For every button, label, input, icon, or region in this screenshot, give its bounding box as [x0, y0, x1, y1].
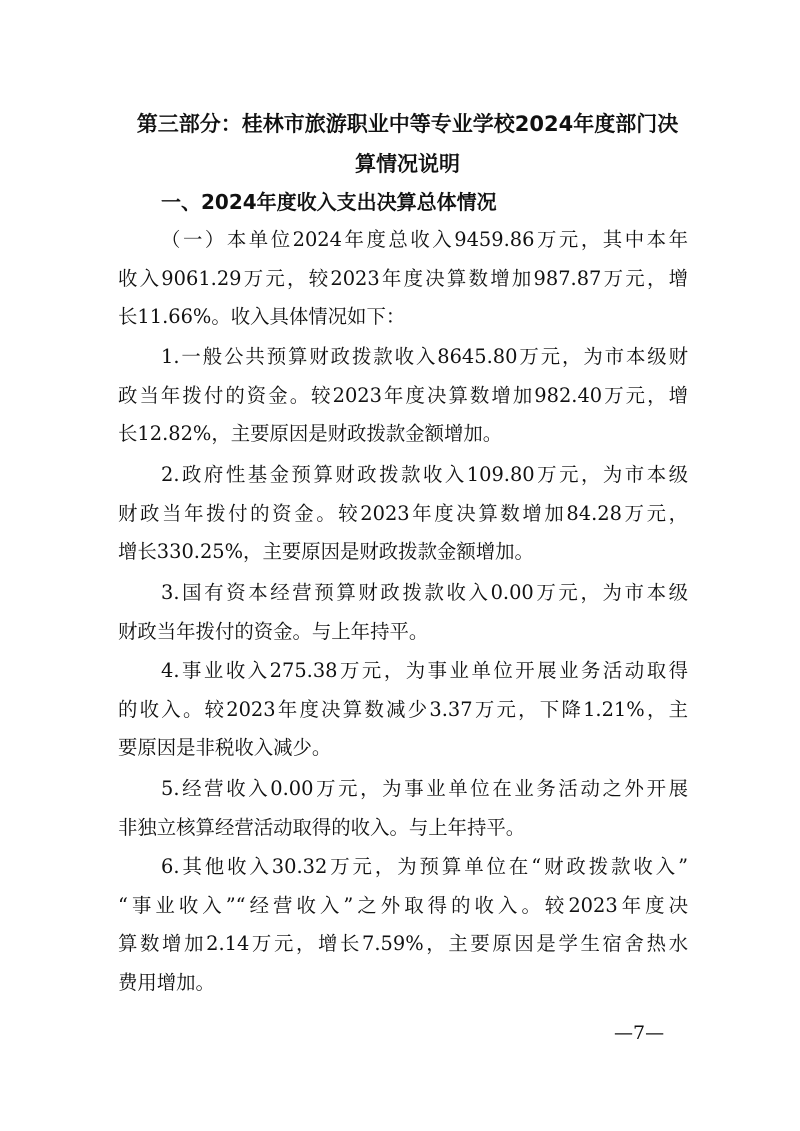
paragraph-line: （一）本单位2024年度总收入9459.86万元，其中本年 [161, 228, 688, 251]
paragraph-line: 3.国有资本经营预算财政拨款收入0.00万元，为市本级 [161, 581, 688, 604]
section-heading: 一、2024年度收入支出决算总体情况 [161, 190, 497, 214]
paragraph-line: 6.其他收入30.32万元，为预算单位在“财政拨款收入” [161, 855, 688, 878]
paragraph-line: “事业收入”“经营收入”之外取得的收入。较2023年度决 [118, 893, 688, 917]
paragraph-line: 费用增加。 [118, 970, 215, 994]
paragraph-total-income [118, 221, 688, 337]
paragraph-line: 长12.82%，主要原因是财政拨款金额增加。 [118, 422, 503, 445]
paragraph-government-fund [118, 456, 688, 572]
paragraph-line: 收入9061.29万元，较2023年度决算数增加987.87万元，增 [118, 266, 688, 290]
paragraph-line: 5.经营收入0.00万元，为事业单位在业务活动之外开展 [161, 777, 688, 800]
paragraph-operating-income [118, 770, 688, 847]
paragraph-line: 的收入。较2023年度决算数减少3.37万元，下降1.21%，主 [118, 697, 688, 721]
paragraph-line: 算数增加2.14万元，增长7.59%，主要原因是学生宿舍热水 [118, 932, 688, 955]
page-number: —7— [614, 1022, 665, 1044]
paragraph-line: 要原因是非税收入减少。 [118, 736, 332, 759]
paragraph-general-budget [118, 338, 688, 454]
document-title-line-2: 算情况说明 [355, 152, 460, 176]
paragraph-state-capital [118, 574, 688, 651]
paragraph-line: 2.政府性基金预算财政拨款收入109.80万元，为市本级 [161, 463, 688, 486]
paragraph-line: 财政当年拨付的资金。与上年持平。 [118, 619, 429, 643]
paragraph-line: 1.一般公共预算财政拨款收入8645.80万元，为市本级财 [161, 345, 688, 368]
paragraph-line: 政当年拨付的资金。较2023年度决算数增加982.40万元，增 [118, 383, 688, 407]
paragraph-line: 财政当年拨付的资金。较2023年度决算数增加84.28万元， [118, 501, 688, 525]
paragraph-line: 长11.66%。收入具体情况如下： [118, 305, 406, 328]
document-title-line-1: 第三部分：桂林市旅游职业中等专业学校2024年度部门决 [136, 112, 679, 136]
paragraph-business-income [118, 652, 688, 768]
paragraph-line: 4.事业收入275.38万元，为事业单位开展业务活动取得 [161, 659, 688, 682]
paragraph-other-income [118, 848, 688, 1002]
paragraph-line: 增长330.25%，主要原因是财政拨款金额增加。 [118, 540, 534, 563]
paragraph-line: 非独立核算经营活动取得的收入。与上年持平。 [118, 815, 526, 839]
